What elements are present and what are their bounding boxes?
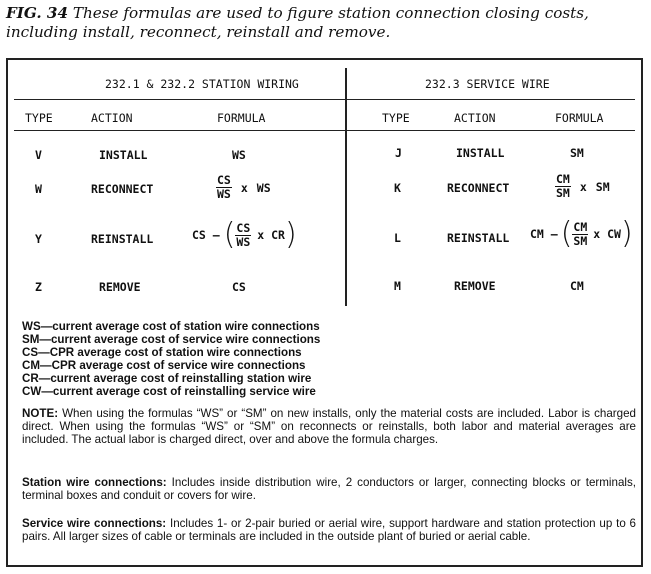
close-paren: ) bbox=[620, 216, 633, 251]
table-row-formula: CS bbox=[232, 280, 246, 294]
definition-item: CR—current average cost of reinstalling station wire bbox=[22, 372, 312, 385]
table-row-action: REINSTALL bbox=[447, 231, 510, 245]
close-paren: ) bbox=[284, 217, 297, 252]
right-col-type: TYPE bbox=[382, 111, 410, 125]
table-row-action: INSTALL bbox=[456, 146, 505, 160]
table-row-formula: $\frac{CS}{WS}$ x WS bbox=[217, 173, 271, 201]
table-row-action: RECONNECT bbox=[447, 181, 510, 195]
note-paragraph: NOTE: When using the formulas “WS” or “SM” on new installs, only the material costs are included. Labor is charged direct. When using the formulas “WS” or “SM” on reconnects or reinstalls, both labor and material averages are included. The actual labor is charged direct, over and above the formula charges. bbox=[22, 407, 636, 446]
figure-caption bbox=[6, 4, 646, 42]
fraction: $\frac{CS}{WS}$ bbox=[236, 220, 251, 249]
table-row-action: REMOVE bbox=[454, 279, 496, 293]
table-row-formula: SM bbox=[570, 146, 584, 160]
definition-item: CS—CPR average cost of station wire connections bbox=[22, 346, 302, 359]
figure-caption-text: These formulas are used to figure station connection closing costs, including install, reconnect, reinstall and remove. bbox=[6, 4, 589, 41]
table-row-formula: WS bbox=[232, 148, 246, 162]
left-section-header: 232.1 & 232.2 STATION WIRING bbox=[105, 77, 299, 91]
table-row-type: Y bbox=[35, 232, 42, 246]
fraction: $\frac{CM}{SM}$ bbox=[573, 219, 588, 248]
left-col-action: ACTION bbox=[91, 111, 133, 125]
table-row-type: V bbox=[35, 148, 42, 162]
right-col-formula: FORMULA bbox=[555, 111, 604, 125]
definitions-list bbox=[22, 320, 632, 398]
service-wire-paragraph: Service wire connections: Includes 1- or 2-pair buried or aerial wire, support hardware and station protection up to 6 pairs. All larger sizes of cable or terminals are included in the outside plant of buried or aerial cable. bbox=[22, 517, 636, 543]
column-divider bbox=[345, 68, 347, 306]
table-row-type: W bbox=[35, 182, 42, 196]
left-col-formula: FORMULA bbox=[217, 111, 266, 125]
figure-number: FIG. 34 bbox=[6, 4, 69, 22]
fraction: $\frac{CS}{WS}$ bbox=[217, 173, 231, 201]
right-col-action: ACTION bbox=[454, 111, 496, 125]
formula-table-box bbox=[6, 58, 643, 567]
column-header-rule bbox=[14, 130, 635, 131]
fraction: $\frac{CM}{SM}$ bbox=[556, 172, 570, 200]
open-paren: ( bbox=[223, 217, 236, 252]
table-row-formula: CM – ( $\frac{CM}{SM}$ x CW ) bbox=[530, 216, 633, 251]
table-row-action: REMOVE bbox=[99, 280, 141, 294]
table-row-type: J bbox=[395, 146, 402, 160]
station-wire-paragraph: Station wire connections: Includes inside distribution wire, 2 conductors or larger, connecting blocks or terminals, terminal boxes and conduit or covers for wire. bbox=[22, 476, 636, 502]
table-row-formula: $\frac{CM}{SM}$ x SM bbox=[556, 172, 610, 200]
definition-item: CW—current average cost of reinstalling service wire bbox=[22, 385, 316, 398]
left-col-type: TYPE bbox=[25, 111, 53, 125]
right-section-header: 232.3 SERVICE WIRE bbox=[425, 77, 550, 91]
definition-item: SM—current average cost of service wire connections bbox=[22, 333, 321, 346]
header-rule bbox=[14, 99, 635, 100]
table-row-type: K bbox=[394, 181, 401, 195]
definition-item: WS—current average cost of station wire connections bbox=[22, 320, 320, 333]
open-paren: ( bbox=[560, 216, 573, 251]
table-row-action: REINSTALL bbox=[91, 232, 154, 246]
table-row-formula: CS – ( $\frac{CS}{WS}$ x CR ) bbox=[192, 217, 297, 252]
table-row-type: L bbox=[394, 231, 401, 245]
table-row-action: INSTALL bbox=[99, 148, 148, 162]
table-row-action: RECONNECT bbox=[91, 182, 154, 196]
table-row-type: M bbox=[394, 279, 401, 293]
table-row-type: Z bbox=[35, 280, 42, 294]
table-row-formula: CM bbox=[570, 279, 584, 293]
definition-item: CM—CPR average cost of service wire connections bbox=[22, 359, 306, 372]
